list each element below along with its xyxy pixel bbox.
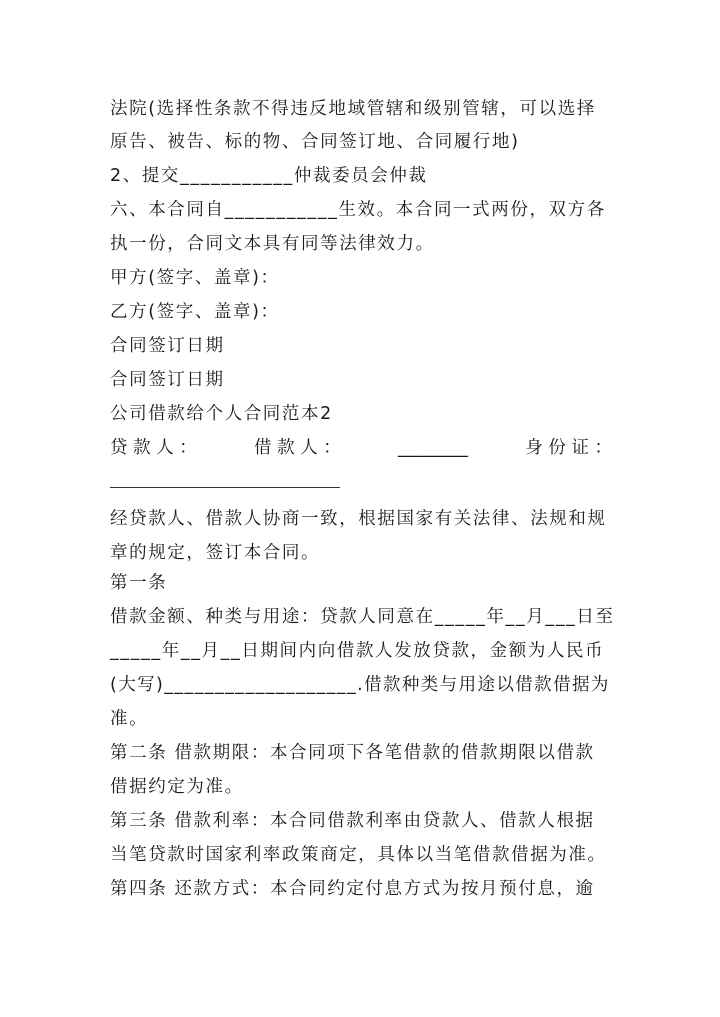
text-line: 借款金额、种类与用途：贷款人同意在_____年__月___日至	[110, 607, 615, 627]
text-line: 2、提交___________仲裁委员会仲裁	[110, 166, 428, 186]
lender-label: 贷 款 人 ：	[110, 438, 197, 458]
id-label: 身 份 证 ：	[525, 438, 612, 458]
text-line: 第三条 借款利率：本合同借款利率由贷款人、借款人根据	[110, 811, 595, 831]
text-line: 第二条 借款期限：本合同项下各笔借款的借款期限以借款	[110, 743, 595, 763]
borrower-label: 借 款 人 ：	[254, 438, 341, 458]
borrower-blank: ________	[398, 438, 468, 458]
text-line: 章的规定，签订本合同。	[110, 543, 321, 563]
text-line: 合同签订日期	[110, 370, 225, 390]
text-line: 当笔贷款时国家利率政策商定，具体以当笔借款借据为准。	[110, 845, 607, 865]
text-line: _____年__月__日期间内向借款人发放贷款，金额为人民币	[110, 641, 605, 661]
text-line: 甲方(签字、盖章)：	[110, 268, 280, 288]
text-line: (大写)___________________.借款种类与用途以借款借据为	[110, 675, 610, 695]
text-line: 执一份，合同文本具有同等法律效力。	[110, 234, 435, 254]
section-heading: 公司借款给个人合同范本2	[110, 404, 333, 424]
party-line	[110, 436, 612, 460]
text-line: 乙方(签字、盖章)：	[110, 302, 280, 322]
text-line: 原告、被告、标的物、合同签订地、合同履行地)	[110, 132, 520, 152]
text-line: 第四条 还款方式：本合同约定付息方式为按月预付息，逾	[110, 879, 595, 899]
article-heading: 第一条	[110, 573, 168, 593]
text-line: 六、本合同自___________生效。本合同一式两份，双方各	[110, 200, 606, 220]
text-line: 借据约定为准。	[110, 777, 244, 797]
text-line: 合同签订日期	[110, 336, 225, 356]
text-line: 法院(选择性条款不得违反地域管辖和级别管辖，可以选择	[110, 99, 596, 119]
text-line: 准。	[110, 709, 149, 729]
id-blank-line	[110, 487, 340, 488]
text-line: 经贷款人、借款人协商一致，根据国家有关法律、法规和规	[110, 509, 607, 529]
